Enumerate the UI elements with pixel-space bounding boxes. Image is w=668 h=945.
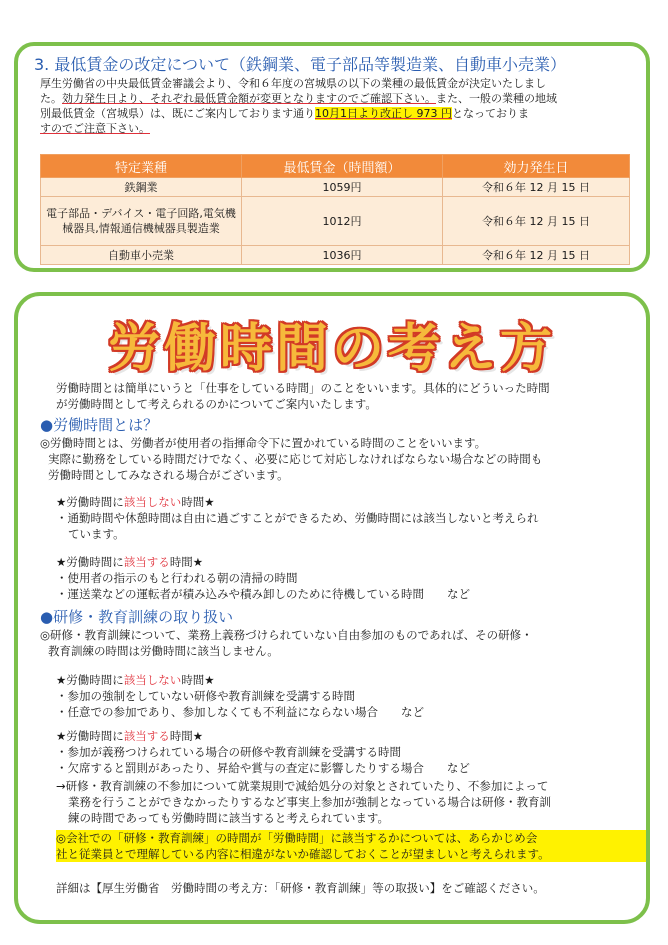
minimum-wage-paragraph [40, 76, 630, 136]
wage-cell: 1012円 [242, 197, 443, 246]
applicable-item-1: ・使用者の指示のもと行われる朝の清掃の時間 [56, 571, 298, 585]
training-na-item-1: ・参加の強制をしていない研修や教育訓練を受講する時間 [56, 689, 355, 703]
para-line1: 厚生労働省の中央最低賃金審議会より、令和６年度の宮城県の以下の業種の最低賃金が決定いたしまし [40, 77, 546, 90]
applicable-item-2: ・運送業などの運転者が積み込みや積み卸しのために待機している時間 など [56, 587, 470, 601]
not-applicable-label [56, 494, 215, 510]
label-pre: ★労働時間に [56, 555, 124, 569]
confirmation-note [56, 830, 646, 862]
para-line4: すのでご注意下さい。 [40, 122, 150, 135]
industry-cell: 電子部品・デバイス・電子回路,電気機械器具,情報通信機械器具製造業 [41, 197, 242, 246]
training-a-item-3-line3: 練の時間であっても労働時間に該当すると考えられています。 [68, 811, 389, 825]
para-line3-post: となっておりま [451, 107, 529, 120]
effective-date-notice: 効力発生日より、それぞれ最低賃金額が変更となりますのでご確認下さい。 [62, 92, 436, 105]
working-hours-title: 労働時間の考え方 [107, 319, 556, 379]
section-heading-training: ●研修・教育訓練の取り扱い [40, 608, 234, 626]
training-a-item-3-line1: →研修・教育訓練の不参加について就業規則で減給処分の対象とされていたり、不参加によって [56, 779, 549, 793]
para-line3-pre: 別最低賃金（宮城県）は、既にご案内しております通り [40, 107, 315, 120]
label-red: 該当しない [123, 495, 182, 509]
regional-wage-highlight: 10月1日より改正し 973 円 [315, 107, 452, 120]
label-pre: ★労働時間に [56, 673, 124, 687]
label-post: 時間★ [181, 495, 215, 509]
training-na-item-2: ・任意での参加であり、参加しなくても不利益にならない場合 など [56, 705, 424, 719]
minimum-wage-heading: 3. 最低賃金の改定について（鉄鋼業、電子部品等製造業、自動車小売業） [34, 55, 567, 74]
label-post: 時間★ [169, 555, 204, 569]
training-a-item-2: ・欠席すると罰則があったり、昇給や賞与の査定に影響したりする場合 など [56, 761, 470, 775]
training-line1: ◎研修・教育訓練について、業務上義務づけられていない自由参加のものであれば、その研修・ [40, 628, 533, 642]
working-hours-panel [14, 292, 650, 924]
definition-line3: 労働時間としてみなされる場合がございます。 [48, 468, 289, 482]
label-pre: ★労働時間に [56, 729, 124, 743]
training-a-item-1: ・参加が義務つけられている場合の研修や教育訓練を受講する時間 [56, 745, 401, 759]
details-reference: 詳細は【厚生労働省 労働時間の考え方：「研修・教育訓練」等の取扱い】をご確認ください。 [56, 881, 545, 895]
definition-line2: 実際に勤務をしている時間だけでなく、必要に応じて対応しなければならない場合などの時間も [48, 452, 543, 466]
label-post: 時間★ [169, 729, 204, 743]
wage-cell: 1036円 [242, 246, 443, 265]
label-pre: ★労働時間に [56, 495, 124, 509]
label-post: 時間★ [181, 673, 215, 687]
note-line2: 社と従業員とで理解している内容に相違がないか確認しておくことが望ましいと考えられます。 [56, 847, 550, 861]
label-red: 該当する [123, 555, 170, 569]
industry-cell: 自動車小売業 [41, 246, 242, 265]
table-row [41, 197, 630, 246]
label-red: 該当する [123, 729, 170, 743]
table-row [41, 246, 630, 265]
table-row [41, 178, 630, 197]
table-header-industry: 特定業種 [41, 155, 242, 178]
date-cell: 令和６年 12 月 15 日 [443, 197, 630, 246]
applicable-label [56, 554, 203, 570]
industry-cell: 鉄鋼業 [41, 178, 242, 197]
minimum-wage-panel [14, 42, 650, 272]
para-line2-post: また、一般の業種の地域 [436, 92, 557, 105]
not-applicable-item-line1: ・通勤時間や休憩時間は自由に過ごすことができるため、労働時間には該当しないと考えられ [56, 511, 539, 525]
note-line1: ◎会社での「研修・教育訓練」の時間が「労働時間」に該当するかについては、あらかじめ会 [56, 831, 538, 845]
definition-line1: ◎労働時間とは、労働者が使用者の指揮命令下に置かれている時間のことをいいます。 [40, 436, 487, 450]
date-cell: 令和６年 12 月 15 日 [443, 178, 630, 197]
date-cell: 令和６年 12 月 15 日 [443, 246, 630, 265]
intro-line1: 労働時間とは簡単にいうと「仕事をしている時間」のことをいいます。具体的にどういった時間 [56, 381, 550, 395]
intro-line2: が労働時間として考えられるのかについてご案内いたします。 [56, 397, 377, 411]
training-applicable-label [56, 728, 203, 744]
label-red: 該当しない [123, 673, 182, 687]
section-heading-definition: ●労働時間とは？ [40, 416, 159, 434]
minimum-wage-table [40, 154, 630, 265]
not-applicable-item-line2: ています。 [68, 527, 125, 541]
training-not-applicable-label [56, 672, 215, 688]
wage-cell: 1059円 [242, 178, 443, 197]
table-header-date: 効力発生日 [443, 155, 630, 178]
para-line2-pre: た。 [40, 92, 62, 105]
training-line2: 教育訓練の時間は労働時間に該当しません。 [48, 644, 279, 658]
table-header-wage: 最低賃金（時間額） [242, 155, 443, 178]
training-a-item-3-line2: 業務を行うことができなかったりするなど事実上参加が強制となっている場合は研修・教育訓 [68, 795, 551, 809]
